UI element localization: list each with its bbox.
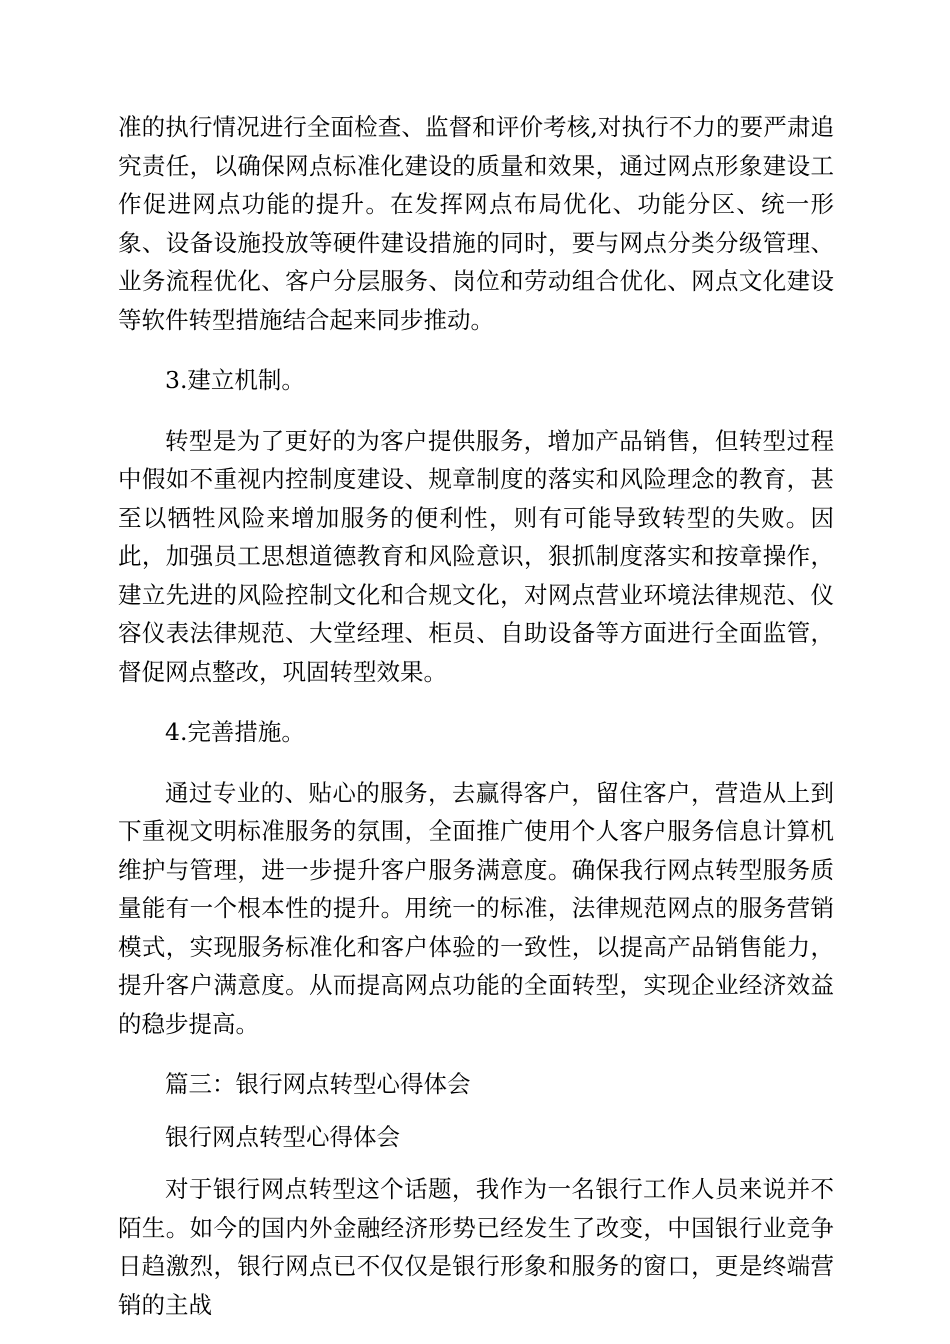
article-title: 银行网点转型心得体会: [165, 1122, 400, 1151]
heading-establish-mechanism: 3.建立机制。: [165, 366, 305, 394]
paragraph-standardization: 准的执行情况进行全面检查、监督和评价考核,对执行不力的要严肃追究责任，以确保网点标准化建设的质量和效果，通过网点形象建设工作促进网点功能的提升。在发挥网点布局优化、功能分区、统一形象、设备设施投放等硬件建设措施的同时，要与网点分类分级管理、业务流程优化、客户分层服务、岗位和劳动组合优化、网点文化建设等软件转型措施结合起来同步推动。: [118, 113, 834, 334]
paragraph-intro: 对于银行网点转型这个话题，我作为一名银行工作人员来说并不陌生。如今的国内外金融经济形势已经发生了改变，中国银行业竞争日趋激烈，银行网点已不仅仅是银行形象和服务的窗口，更是终端营销的主战: [118, 1175, 834, 1319]
paragraph-service-improvement: 通过专业的、贴心的服务，去赢得客户，留住客户，营造从上到下重视文明标准服务的氛围，全面推广使用个人客户服务信息计算机维护与管理，进一步提升客户服务满意度。确保我行网点转型服务质量能有一个根本性的提升。用统一的标准，法律规范网点的服务营销模式，实现服务标准化和客户体验的一致性，以提高产品销售能力，提升客户满意度。从而提高网点功能的全面转型，实现企业经济效益的稳步提高。: [118, 778, 834, 1038]
section-title: 篇三：银行网点转型心得体会: [165, 1070, 471, 1098]
heading-improve-measures: 4.完善措施。: [165, 718, 305, 746]
paragraph-risk-control: 转型是为了更好的为客户提供服务，增加产品销售，但转型过程中假如不重视内控制度建设、规章制度的落实和风险理念的教育，甚至以牺牲风险来增加服务的便利性，则有可能导致转型的失败。因此，加强员工思想道德教育和风险意识，狠抓制度落实和按章操作，建立先进的风险控制文化和合规文化，对网点营业环境法律规范、仪容仪表法律规范、大堂经理、柜员、自助设备等方面进行全面监管，督促网点整改，巩固转型效果。: [118, 426, 834, 686]
document-page: [118, 108, 834, 1324]
